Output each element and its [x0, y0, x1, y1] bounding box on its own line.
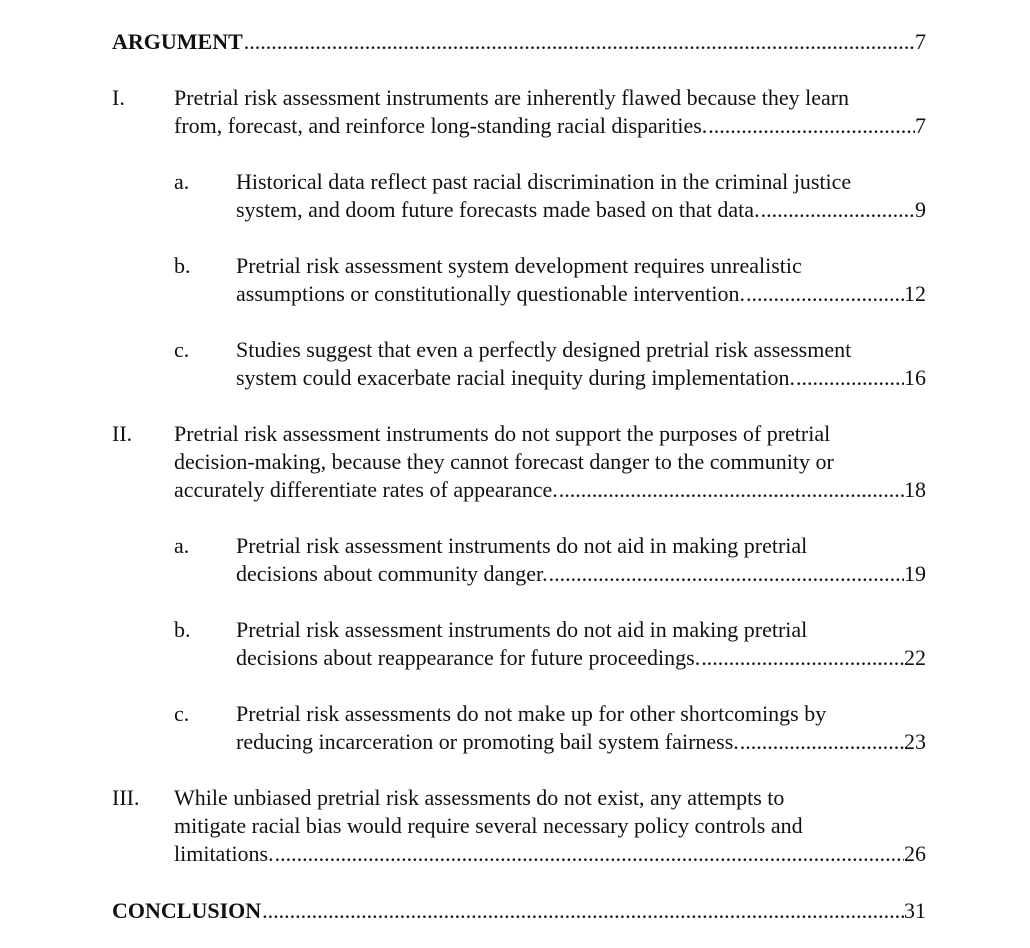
entry-text-line: Pretrial risk assessment instruments do not aid in making pretrial	[236, 533, 808, 558]
toc-entry-subsection-2c	[174, 700, 926, 756]
page-number: 22	[904, 645, 926, 670]
entry-text-line: Pretrial risk assessment instruments do not support the purposes of pretrial	[174, 421, 831, 446]
dot-leader	[760, 196, 915, 224]
entry-text-line: Historical data reflect past racial discrimination in the criminal justice	[236, 169, 852, 194]
entry-text-line: Pretrial risk assessment instruments are inherently flawed because they learn	[174, 85, 850, 110]
page-number: 7	[915, 29, 926, 54]
subsection-marker: b.	[174, 253, 191, 278]
subsection-marker: b.	[174, 617, 191, 642]
toc-entry-subsection-1c	[174, 336, 926, 392]
section-numeral: II.	[112, 421, 133, 446]
page-number: 31	[904, 898, 926, 923]
dot-leader	[558, 476, 904, 504]
toc-entry-subsection-2b	[174, 616, 926, 672]
page-number: 26	[904, 841, 926, 866]
entry-text-line: mitigate racial bias would require several necessary policy controls and	[174, 813, 803, 838]
toc-heading: CONCLUSION	[112, 898, 262, 923]
page-number: 18	[904, 477, 926, 502]
entry-text-line: assumptions or constitutionally questionable intervention.	[236, 281, 745, 306]
entry-text-line: While unbiased pretrial risk assessments do not exist, any attempts to	[174, 785, 785, 810]
section-numeral: I.	[112, 85, 125, 110]
section-numeral: III.	[112, 785, 140, 810]
dot-leader	[261, 897, 904, 925]
dot-leader	[795, 364, 904, 392]
entry-text-line: from, forecast, and reinforce long-standing racial disparities.	[174, 113, 708, 138]
entry-text-line: system, and doom future forecasts made based on that data.	[236, 197, 760, 222]
page-number: 23	[904, 729, 926, 754]
toc-entry-section-3	[112, 784, 926, 868]
toc-entry-subsection-1a	[174, 168, 926, 224]
entry-text-line: system could exacerbate racial inequity during implementation.	[236, 365, 795, 390]
subsection-marker: a.	[174, 169, 190, 194]
entry-text-line: Pretrial risk assessment system development requires unrealistic	[236, 253, 802, 278]
entry-text-line: Studies suggest that even a perfectly designed pretrial risk assessment	[236, 337, 852, 362]
dot-leader	[243, 28, 915, 56]
page-number: 16	[904, 365, 926, 390]
dot-leader	[707, 112, 915, 140]
page-number: 19	[904, 561, 926, 586]
toc-heading: ARGUMENT	[112, 29, 243, 54]
dot-leader	[739, 728, 904, 756]
entry-text-line: decisions about reappearance for future proceedings.	[236, 645, 701, 670]
entry-text-line: accurately differentiate rates of appearance.	[174, 477, 558, 502]
toc-entry-argument	[112, 28, 926, 56]
toc-entry-conclusion	[112, 897, 926, 925]
toc-entry-section-2	[112, 420, 926, 504]
page-number: 7	[915, 113, 926, 138]
entry-text-line: Pretrial risk assessment instruments do not aid in making pretrial	[236, 617, 808, 642]
dot-leader	[745, 280, 904, 308]
subsection-marker: c.	[174, 701, 190, 726]
toc-entry-section-1	[112, 84, 926, 140]
dot-leader	[700, 644, 904, 672]
toc-entry-subsection-1b	[174, 252, 926, 308]
dot-leader	[548, 560, 904, 588]
toc-entry-subsection-2a	[174, 532, 926, 588]
entry-text-line: decisions about community danger.	[236, 561, 548, 586]
page-number: 12	[904, 281, 926, 306]
page-number: 9	[915, 197, 926, 222]
entry-text-line: Pretrial risk assessments do not make up for other shortcomings by	[236, 701, 827, 726]
entry-text-line: reducing incarceration or promoting bail system fairness.	[236, 729, 739, 754]
entry-text-line: limitations.	[174, 841, 274, 866]
entry-text-line: decision-making, because they cannot forecast danger to the community or	[174, 449, 834, 474]
dot-leader	[274, 840, 904, 868]
subsection-marker: a.	[174, 533, 190, 558]
subsection-marker: c.	[174, 337, 190, 362]
